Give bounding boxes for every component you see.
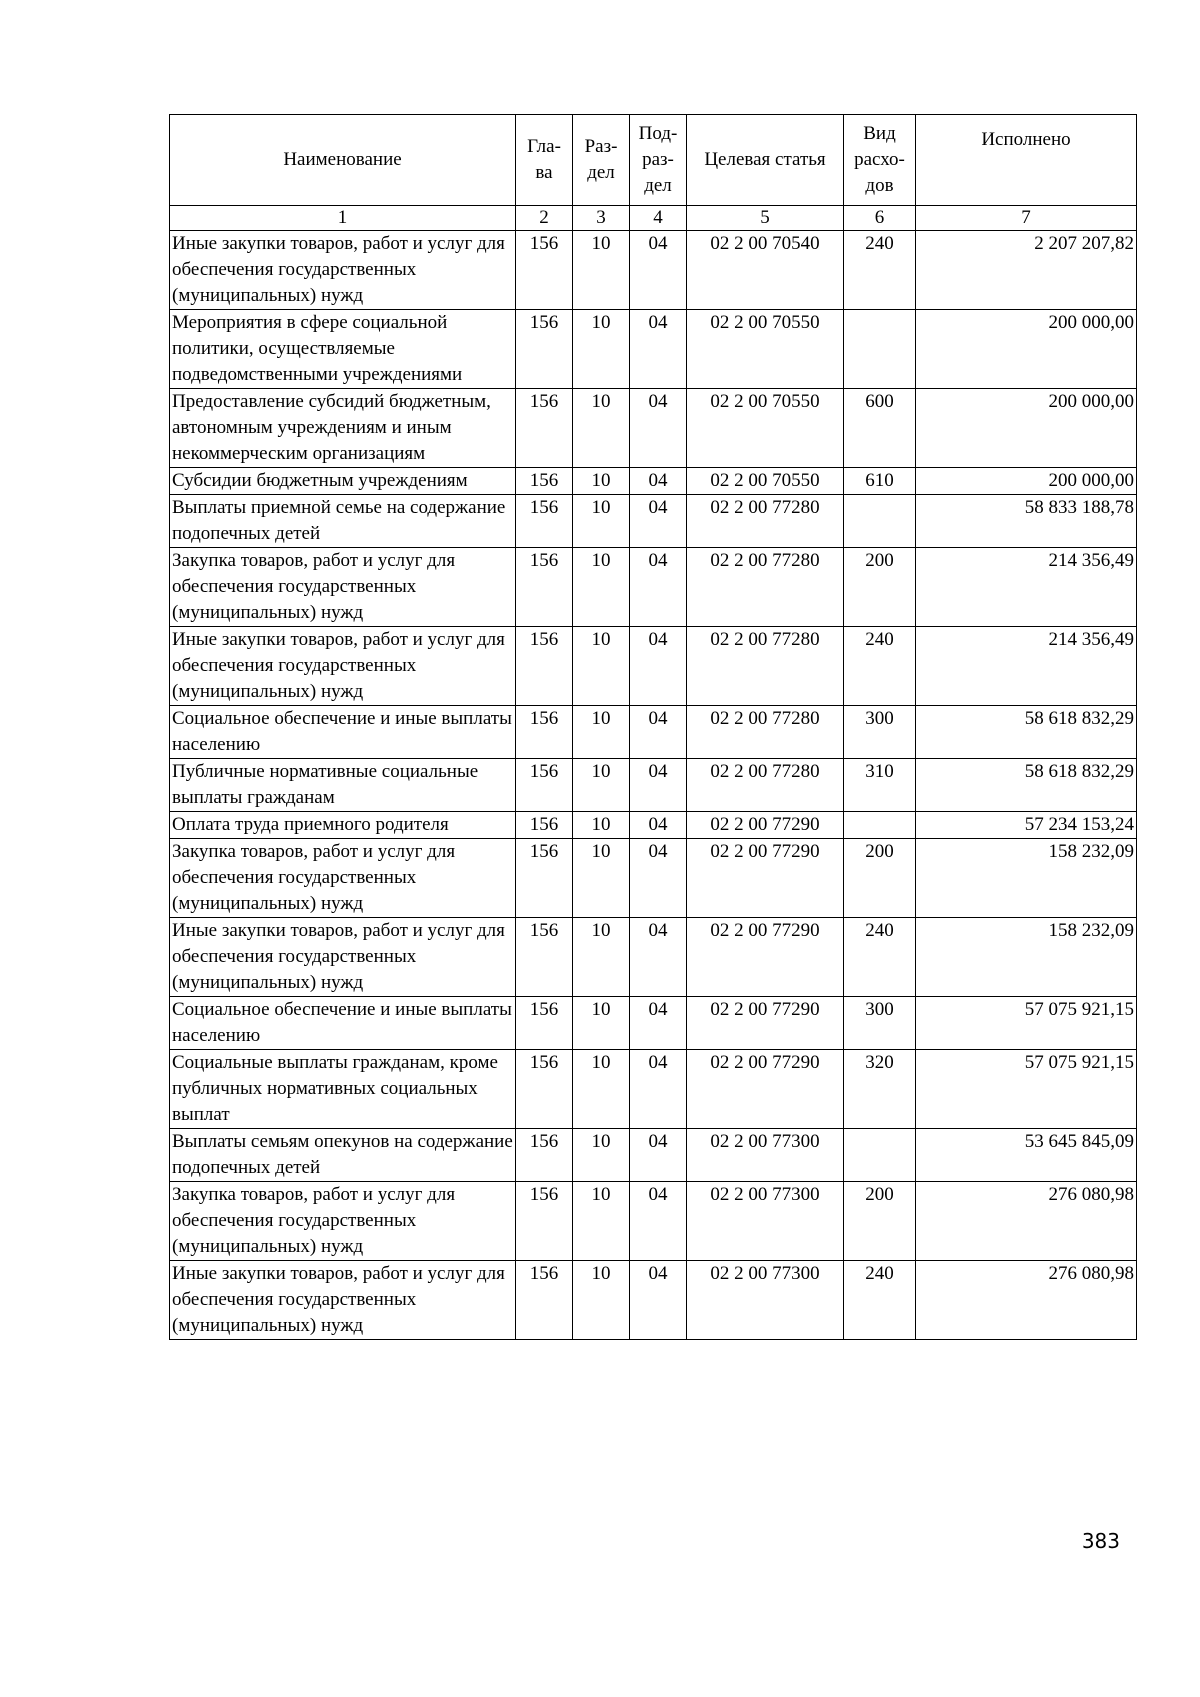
cell-vid: 200 xyxy=(844,1182,916,1261)
column-number: 1 xyxy=(170,206,516,231)
cell-vid: 240 xyxy=(844,627,916,706)
cell-podrazdel: 04 xyxy=(630,812,687,839)
cell-name: Публичные нормативные социальные выплаты гражданам xyxy=(170,759,516,812)
cell-name: Закупка товаров, работ и услуг для обеспечения государственных (муниципальных) нужд xyxy=(170,548,516,627)
cell-amount: 276 080,98 xyxy=(916,1182,1137,1261)
cell-target: 02 2 00 77300 xyxy=(687,1129,844,1182)
cell-vid: 310 xyxy=(844,759,916,812)
cell-name: Иные закупки товаров, работ и услуг для обеспечения государственных (муниципальных) нужд xyxy=(170,918,516,997)
cell-target: 02 2 00 77290 xyxy=(687,839,844,918)
cell-name: Социальное обеспечение и иные выплаты населению xyxy=(170,997,516,1050)
cell-name: Мероприятия в сфере социальной политики, осуществляемые подведомственными учреждениями xyxy=(170,310,516,389)
cell-glava: 156 xyxy=(516,1182,573,1261)
cell-amount: 57 075 921,15 xyxy=(916,1050,1137,1129)
cell-amount: 200 000,00 xyxy=(916,468,1137,495)
cell-target: 02 2 00 70540 xyxy=(687,231,844,310)
column-number-row xyxy=(170,206,1137,231)
header-glava: Гла- ва xyxy=(516,115,573,206)
cell-amount: 200 000,00 xyxy=(916,310,1137,389)
cell-podrazdel: 04 xyxy=(630,389,687,468)
cell-podrazdel: 04 xyxy=(630,495,687,548)
cell-amount: 2 207 207,82 xyxy=(916,231,1137,310)
cell-name: Закупка товаров, работ и услуг для обеспечения государственных (муниципальных) нужд xyxy=(170,839,516,918)
cell-vid: 240 xyxy=(844,1261,916,1340)
cell-target: 02 2 00 77290 xyxy=(687,1050,844,1129)
table-row xyxy=(170,627,1137,706)
cell-name: Субсидии бюджетным учреждениям xyxy=(170,468,516,495)
cell-target: 02 2 00 77280 xyxy=(687,548,844,627)
column-number: 3 xyxy=(573,206,630,231)
cell-amount: 57 075 921,15 xyxy=(916,997,1137,1050)
cell-razdel: 10 xyxy=(573,231,630,310)
cell-target: 02 2 00 77280 xyxy=(687,495,844,548)
cell-podrazdel: 04 xyxy=(630,997,687,1050)
cell-target: 02 2 00 70550 xyxy=(687,468,844,495)
cell-target: 02 2 00 70550 xyxy=(687,310,844,389)
cell-razdel: 10 xyxy=(573,706,630,759)
header-executed: Исполнено xyxy=(916,115,1137,206)
cell-vid: 240 xyxy=(844,918,916,997)
cell-vid: 610 xyxy=(844,468,916,495)
cell-vid: 200 xyxy=(844,839,916,918)
cell-razdel: 10 xyxy=(573,1182,630,1261)
cell-vid: 200 xyxy=(844,548,916,627)
table-row xyxy=(170,1182,1137,1261)
cell-glava: 156 xyxy=(516,310,573,389)
cell-glava: 156 xyxy=(516,468,573,495)
cell-razdel: 10 xyxy=(573,918,630,997)
cell-glava: 156 xyxy=(516,627,573,706)
cell-podrazdel: 04 xyxy=(630,310,687,389)
cell-name: Выплаты приемной семье на содержание подопечных детей xyxy=(170,495,516,548)
cell-target: 02 2 00 77300 xyxy=(687,1261,844,1340)
cell-amount: 53 645 845,09 xyxy=(916,1129,1137,1182)
cell-vid: 300 xyxy=(844,706,916,759)
cell-name: Предоставление субсидий бюджетным, автономным учреждениям и иным некоммерческим организациям xyxy=(170,389,516,468)
table-row xyxy=(170,997,1137,1050)
cell-vid xyxy=(844,1129,916,1182)
cell-name: Закупка товаров, работ и услуг для обеспечения государственных (муниципальных) нужд xyxy=(170,1182,516,1261)
cell-vid xyxy=(844,812,916,839)
cell-podrazdel: 04 xyxy=(630,918,687,997)
cell-vid: 300 xyxy=(844,997,916,1050)
header-name: Наименование xyxy=(170,115,516,206)
table-row xyxy=(170,495,1137,548)
cell-razdel: 10 xyxy=(573,495,630,548)
header-vid: Вид расхо- дов xyxy=(844,115,916,206)
cell-name: Социальные выплаты гражданам, кроме публичных нормативных социальных выплат xyxy=(170,1050,516,1129)
cell-razdel: 10 xyxy=(573,468,630,495)
cell-podrazdel: 04 xyxy=(630,1050,687,1129)
cell-vid xyxy=(844,310,916,389)
table-row xyxy=(170,1261,1137,1340)
cell-vid: 600 xyxy=(844,389,916,468)
cell-target: 02 2 00 77280 xyxy=(687,759,844,812)
column-number: 5 xyxy=(687,206,844,231)
cell-razdel: 10 xyxy=(573,812,630,839)
cell-razdel: 10 xyxy=(573,627,630,706)
header-row xyxy=(170,115,1137,206)
cell-amount: 214 356,49 xyxy=(916,627,1137,706)
cell-podrazdel: 04 xyxy=(630,1261,687,1340)
table-row xyxy=(170,310,1137,389)
table-row xyxy=(170,706,1137,759)
column-number: 7 xyxy=(916,206,1137,231)
cell-glava: 156 xyxy=(516,231,573,310)
table-row xyxy=(170,231,1137,310)
cell-podrazdel: 04 xyxy=(630,548,687,627)
cell-target: 02 2 00 77280 xyxy=(687,627,844,706)
cell-target: 02 2 00 77280 xyxy=(687,706,844,759)
cell-name: Оплата труда приемного родителя xyxy=(170,812,516,839)
table-row xyxy=(170,468,1137,495)
table-row xyxy=(170,1050,1137,1129)
cell-razdel: 10 xyxy=(573,1129,630,1182)
cell-target: 02 2 00 77290 xyxy=(687,918,844,997)
column-number: 4 xyxy=(630,206,687,231)
cell-glava: 156 xyxy=(516,997,573,1050)
cell-amount: 57 234 153,24 xyxy=(916,812,1137,839)
cell-amount: 58 618 832,29 xyxy=(916,759,1137,812)
cell-amount: 58 618 832,29 xyxy=(916,706,1137,759)
cell-razdel: 10 xyxy=(573,310,630,389)
cell-glava: 156 xyxy=(516,1129,573,1182)
cell-name: Выплаты семьям опекунов на содержание подопечных детей xyxy=(170,1129,516,1182)
cell-podrazdel: 04 xyxy=(630,468,687,495)
cell-glava: 156 xyxy=(516,1261,573,1340)
table-row xyxy=(170,389,1137,468)
cell-razdel: 10 xyxy=(573,1050,630,1129)
cell-podrazdel: 04 xyxy=(630,627,687,706)
budget-execution-table xyxy=(169,114,1137,1340)
cell-glava: 156 xyxy=(516,389,573,468)
cell-name: Иные закупки товаров, работ и услуг для обеспечения государственных (муниципальных) нужд xyxy=(170,627,516,706)
cell-target: 02 2 00 77290 xyxy=(687,997,844,1050)
cell-name: Социальное обеспечение и иные выплаты населению xyxy=(170,706,516,759)
cell-amount: 158 232,09 xyxy=(916,839,1137,918)
table-header xyxy=(170,115,1137,231)
table-body xyxy=(170,231,1137,1340)
table-row xyxy=(170,548,1137,627)
cell-podrazdel: 04 xyxy=(630,759,687,812)
cell-razdel: 10 xyxy=(573,548,630,627)
cell-target: 02 2 00 77290 xyxy=(687,812,844,839)
table-row xyxy=(170,759,1137,812)
cell-razdel: 10 xyxy=(573,1261,630,1340)
cell-razdel: 10 xyxy=(573,839,630,918)
header-podrazdel: Под- раз- дел xyxy=(630,115,687,206)
cell-razdel: 10 xyxy=(573,389,630,468)
cell-amount: 58 833 188,78 xyxy=(916,495,1137,548)
cell-vid: 240 xyxy=(844,231,916,310)
header-razdel: Раз- дел xyxy=(573,115,630,206)
cell-amount: 276 080,98 xyxy=(916,1261,1137,1340)
cell-podrazdel: 04 xyxy=(630,1182,687,1261)
cell-glava: 156 xyxy=(516,495,573,548)
cell-glava: 156 xyxy=(516,839,573,918)
table-row xyxy=(170,1129,1137,1182)
header-target: Целевая статья xyxy=(687,115,844,206)
cell-glava: 156 xyxy=(516,918,573,997)
cell-amount: 200 000,00 xyxy=(916,389,1137,468)
cell-razdel: 10 xyxy=(573,997,630,1050)
cell-amount: 158 232,09 xyxy=(916,918,1137,997)
cell-glava: 156 xyxy=(516,706,573,759)
cell-glava: 156 xyxy=(516,548,573,627)
cell-vid: 320 xyxy=(844,1050,916,1129)
cell-podrazdel: 04 xyxy=(630,839,687,918)
table-row xyxy=(170,839,1137,918)
table-row xyxy=(170,918,1137,997)
page-number: 383 xyxy=(1081,1529,1120,1553)
cell-glava: 156 xyxy=(516,1050,573,1129)
cell-name: Иные закупки товаров, работ и услуг для обеспечения государственных (муниципальных) нужд xyxy=(170,231,516,310)
cell-target: 02 2 00 70550 xyxy=(687,389,844,468)
cell-podrazdel: 04 xyxy=(630,1129,687,1182)
cell-target: 02 2 00 77300 xyxy=(687,1182,844,1261)
cell-glava: 156 xyxy=(516,812,573,839)
cell-name: Иные закупки товаров, работ и услуг для обеспечения государственных (муниципальных) нужд xyxy=(170,1261,516,1340)
table-row xyxy=(170,812,1137,839)
column-number: 6 xyxy=(844,206,916,231)
cell-vid xyxy=(844,495,916,548)
cell-amount: 214 356,49 xyxy=(916,548,1137,627)
column-number: 2 xyxy=(516,206,573,231)
cell-razdel: 10 xyxy=(573,759,630,812)
cell-glava: 156 xyxy=(516,759,573,812)
cell-podrazdel: 04 xyxy=(630,231,687,310)
cell-podrazdel: 04 xyxy=(630,706,687,759)
